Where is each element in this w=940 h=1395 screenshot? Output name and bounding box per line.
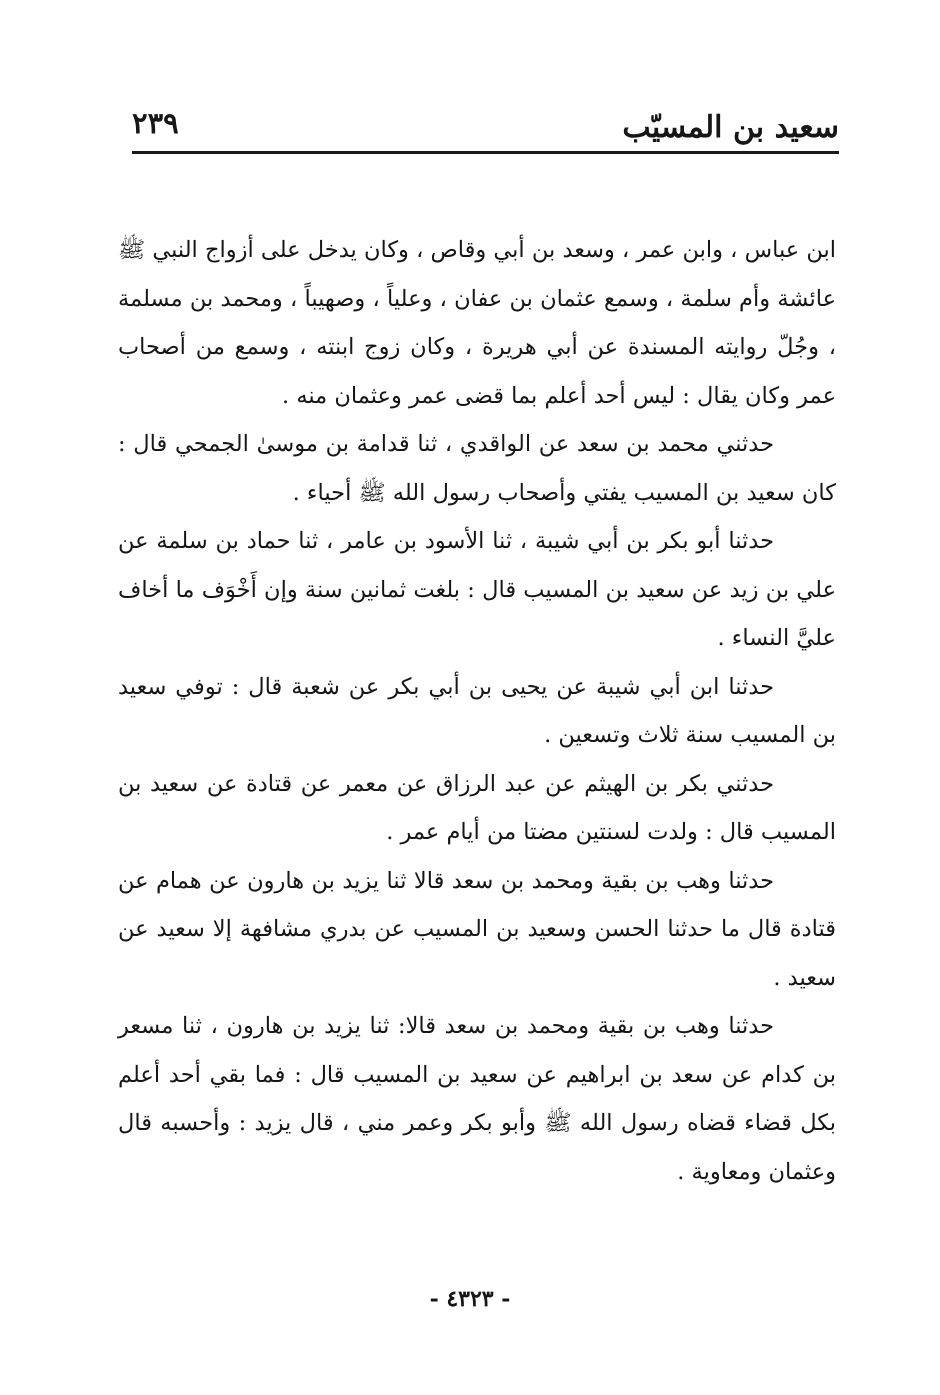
header-divider [132,151,839,154]
paragraph: حدثنا وهب بن بقية ومحمد بن سعد قالا: ثنا يزيد بن هارون ، ثنا مسعر بن كدام عن سعد بن ابراهيم عن سعيد بن المسيب قال : فما بقي أحد أعلم بكل قضاء قضاه رسول الله ﷺ وأبو بكر وعمر مني ، قال يزيد : وأحسبه قال وعثمان ومعاوية . [118,1013,836,1185]
paragraph: حدثني بكر بن الهيثم عن عبد الرزاق عن معمر عن قتادة عن سعيد بن المسيب قال : ولدت لسنتين مضتا من أيام عمر . [118,770,836,845]
header-page-number: ٢٣٩ [132,106,179,140]
paragraph: حدثنا أبو بكر بن أبي شيبة ، ثنا الأسود بن عامر ، ثنا حماد بن سلمة عن علي بن زيد عن سعيد بن المسيب قال : بلغت ثمانين سنة وإن أَخْوَف ما أخاف عليَّ النساء . [118,528,836,651]
running-title: سعيد بن المسيّب [622,110,839,145]
paragraph: حدثني محمد بن سعد عن الواقدي ، ثنا قدامة بن موسىٰ الجمحي قال : كان سعيد بن المسيب يفتي وأصحاب رسول الله ﷺ أحياء . [118,431,836,506]
paragraph: حدثنا وهب بن بقية ومحمد بن سعد قالا ثنا يزيد بن هارون عن همام عن قتادة قال ما حدثنا الحسن وسعيد بن المسيب عن بدري مشافهة إلا سعيد عن سعيد . [118,867,836,991]
footer-page-number: - ٤٣٢٣ - [429,1286,511,1312]
paragraph: ابن عباس ، وابن عمر ، وسعد بن أبي وقاص ، وكان يدخل على أزواج النبي ﷺ عائشة وأم سلمة ، وسمع عثمان بن عفان ، وعلياً ، وصهيباً ، ومحمد بن مسلمة ، وجُلّ روايته المسندة عن أبي هريرة ، وكان زوج ابنته ، وسمع من أصحاب عمر وكان يقال : ليس أحد أعلم بما قضى عمر وعثمان منه . [118,237,836,409]
page-header [132,100,839,150]
paragraph: حدثنا ابن أبي شيبة عن يحيى بن أبي بكر عن شعبة قال : توفي سعيد بن المسيب سنة ثلاث وتسعين . [118,673,836,748]
page-body [118,226,836,1196]
